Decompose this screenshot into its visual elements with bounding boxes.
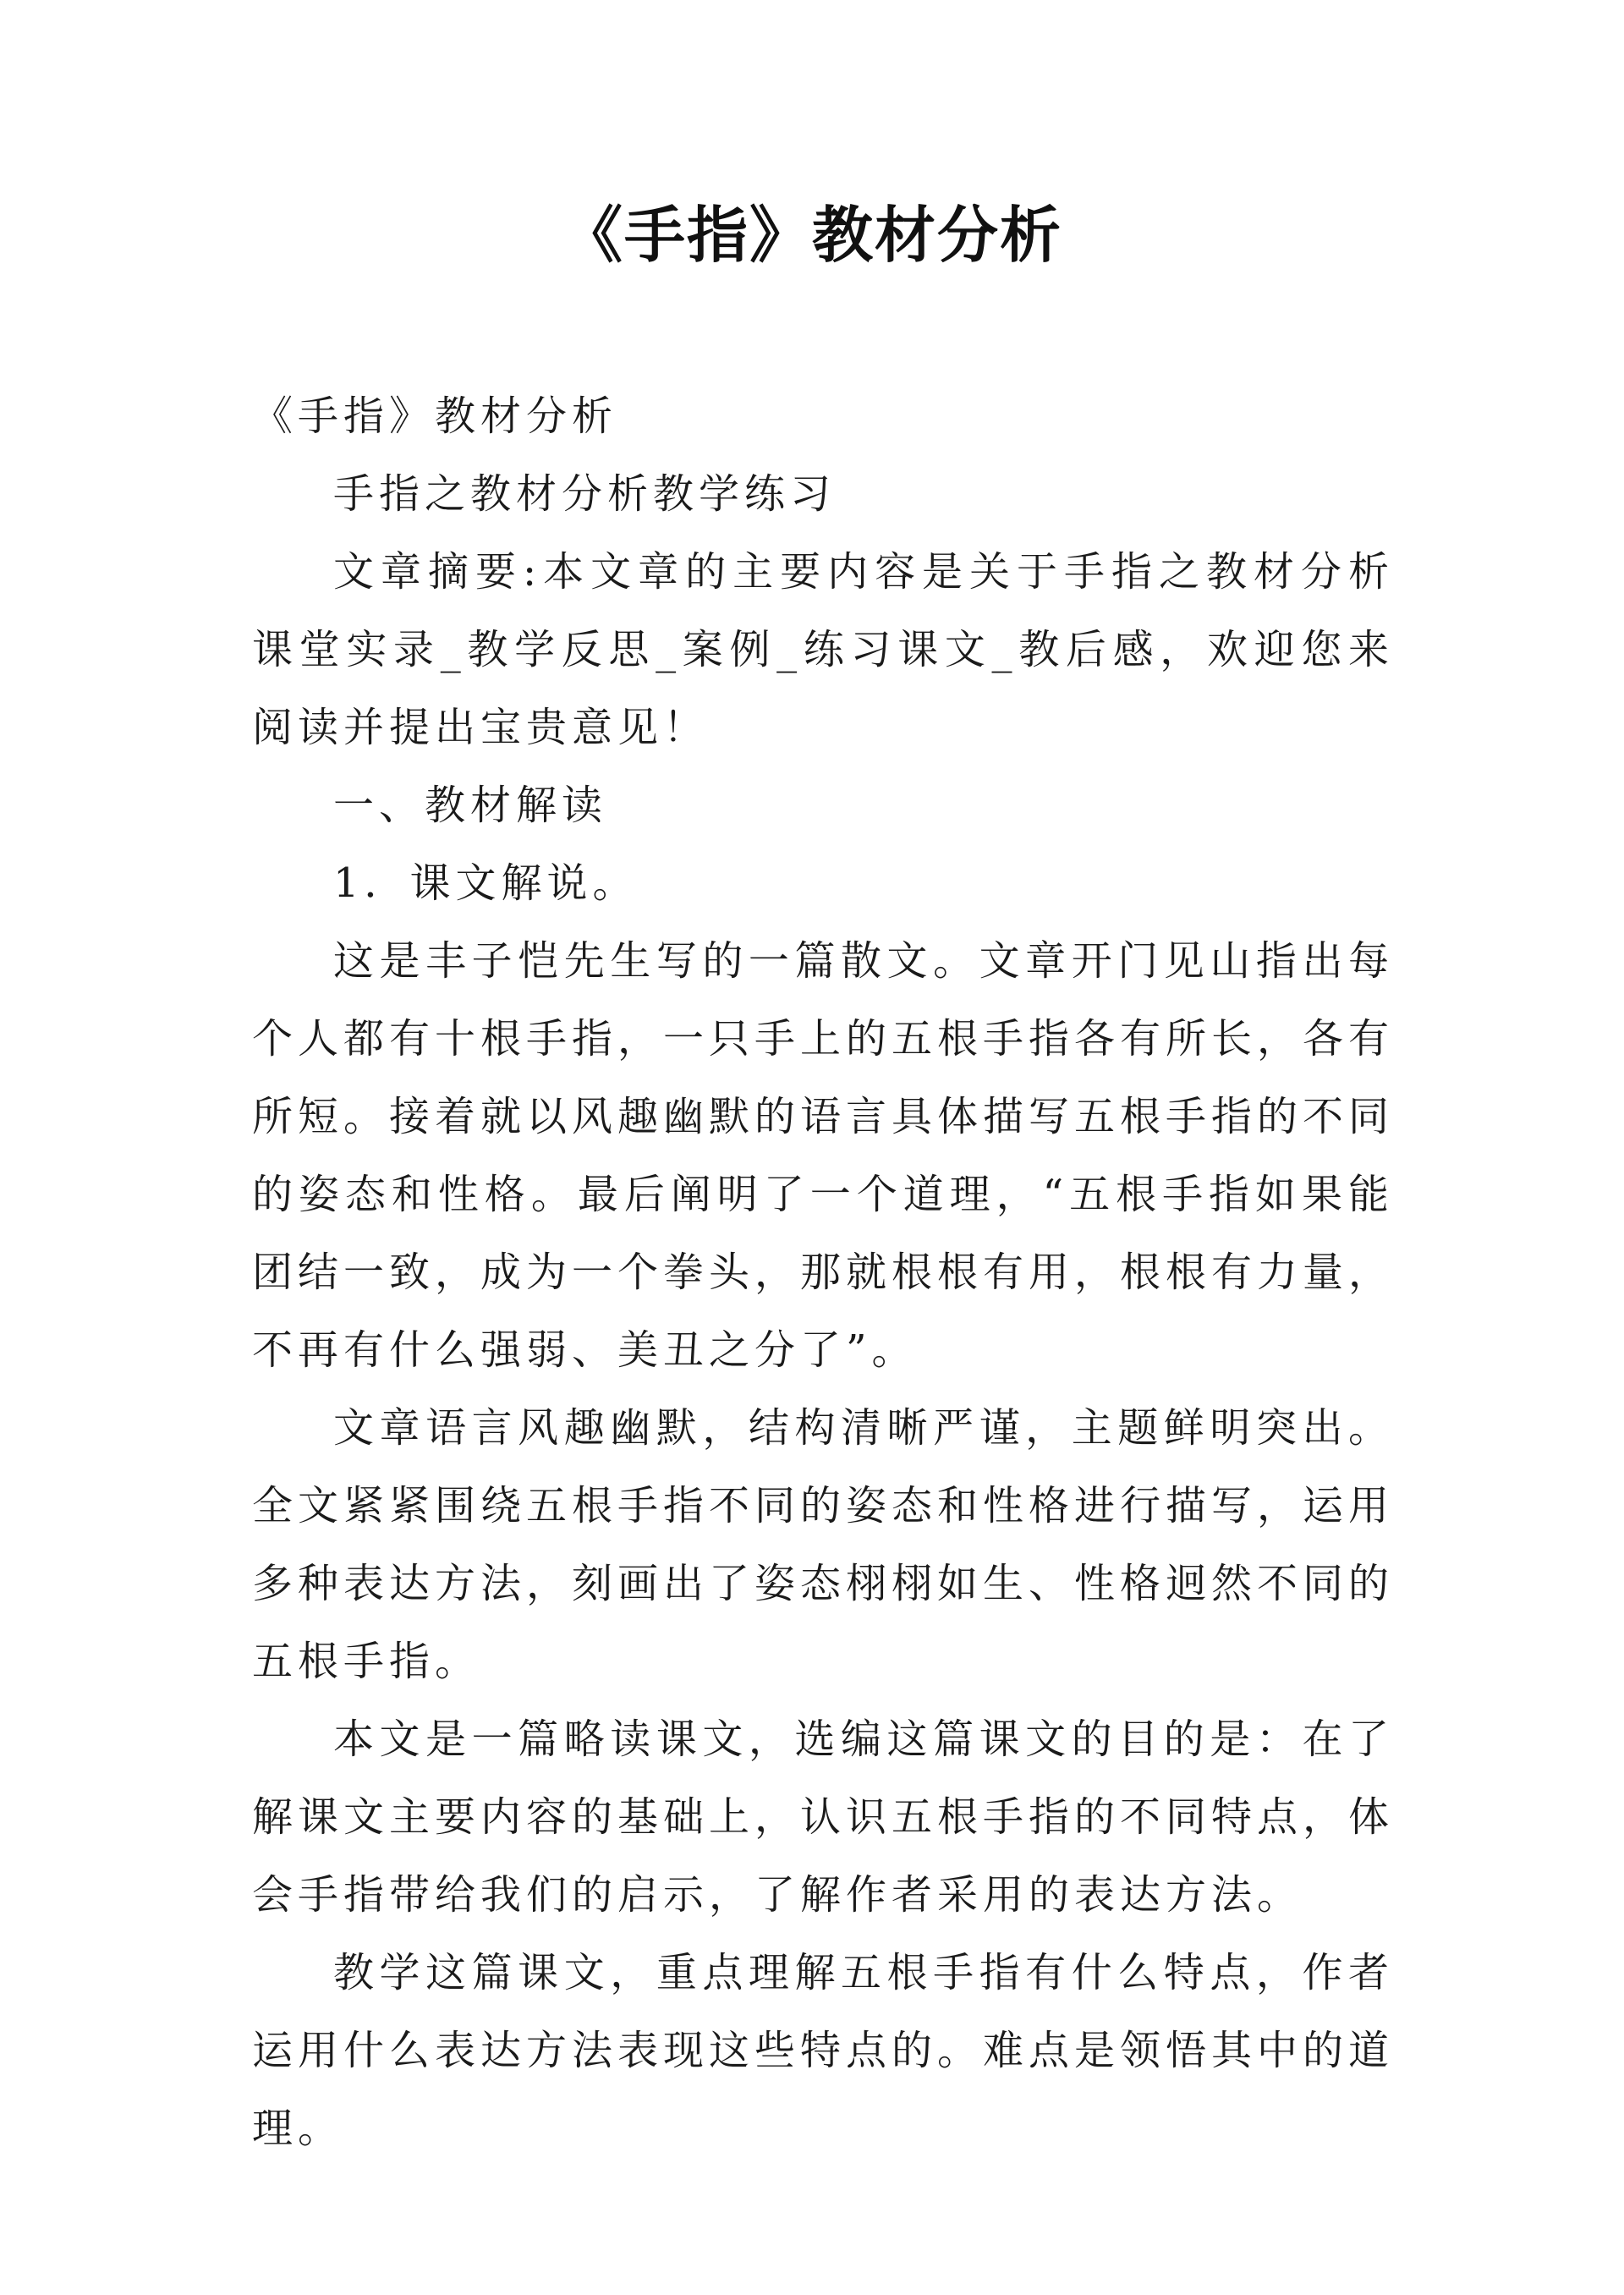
paragraph-text: 本文是一篇略读课文，选编这篇课文的目的是：在了解课文主要内容的基础上，认识五根手指的不同特点，体会手指带给我们的启示，了解作者采用的表达方法。 <box>252 1716 1395 1919</box>
document-title: 《手指》教材分析 <box>561 200 1062 271</box>
subsection-heading: 1．课文解说。 <box>333 859 639 907</box>
paragraph-text: 这是丰子恺先生写的一篇散文。文章开门见山指出每个人都有十根手指，一只手上的五根手指各有所长，各有所短。接着就以风趣幽默的语言具体描写五根手指的不同的姿态和性格。最后阐明了一个道理，“五根手指如果能团结一致，成为一个拳头，那就根根有用，根根有力量，不再有什么强弱、美丑之分了”。 <box>252 937 1395 1374</box>
paragraph-text: 文章语言风趣幽默，结构清晰严谨，主题鲜明突出。全文紧紧围绕五根手指不同的姿态和性格进行描写，运用多种表达方法，刻画出了姿态栩栩如生、性格迥然不同的五根手指。 <box>252 1404 1395 1685</box>
paragraph-text: 教学这篇课文，重点理解五根手指有什么特点，作者运用什么表达方法表现这些特点的。难点是领悟其中的道理。 <box>252 1949 1395 2152</box>
document-body <box>252 377 1394 2167</box>
paragraph-heading: 《手指》教材分析 <box>252 393 618 440</box>
section-heading: 一、教材解读 <box>333 782 608 829</box>
paragraph-subtitle: 手指之教材分析教学练习 <box>333 470 837 518</box>
paragraph-abstract: 文章摘要:本文章的主要内容是关于手指之教材分析课堂实录_教学反思_案例_练习课文_教后感，欢迎您来阅读并提出宝贵意见！ <box>252 548 1394 751</box>
